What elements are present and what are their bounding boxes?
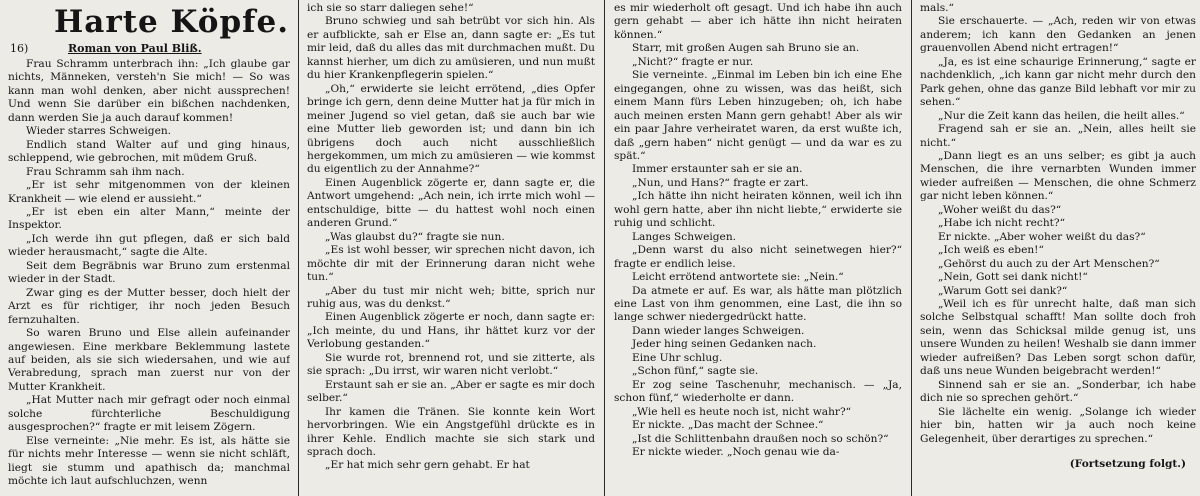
paragraph: Fragend sah er sie an. „Nein, alles heilt sie nicht.“	[920, 123, 1196, 149]
paragraph: Sie verneinte. „Einmal im Leben bin ich eine Ehe eingegangen, ohne zu wissen, was das heißt, sich einem Mann fürs Leben hinzugeben; oh, ich habe auch meinen ersten Mann gern gehabt! Aber als wir ein paar Jahre verheiratet waren, da erst wußte ich, daß „gern haben“ nicht genügt — und da war es zu spät.“	[614, 69, 902, 162]
paragraph: ich sie so starr daliegen sehe!“	[307, 2, 474, 14]
paragraph: Einen Augenblick zögerte er noch, dann sagte er: „Ich meinte, du und Hans, ihr hättet kurz vor der Verlobung gestanden.“	[307, 311, 595, 351]
paragraph: „Was glaubst du?“ fragte sie nun.	[325, 230, 505, 243]
paragraph: mals.“	[920, 2, 954, 14]
paragraph: „Wie hell es heute noch ist, nicht wahr?“	[632, 405, 852, 418]
column-4	[920, 2, 1196, 494]
column-rule	[911, 0, 912, 496]
paragraph: Sie lächelte ein wenig. „Solange ich wieder hier bin, hatten wir ja auch noch keine Gelegenheit, über derartiges zu sprechen.“	[920, 405, 1196, 445]
paragraph: es mir wiederholt oft gesagt. Und ich habe ihn auch gern gehabt — aber ich hätte ihn nicht heiraten können.“	[614, 2, 902, 41]
paragraph: „Aber du tust mir nicht weh; bitte, sprich nur ruhig aus, was du denkst.“	[307, 284, 595, 310]
paragraph: „Dann liegt es an uns selber; es gibt ja auch Menschen, die ihre vernarbten Wunden immer wieder aufreißen — Menschen, die ohne Schmerz gar nicht leben können.“	[920, 149, 1196, 203]
paragraph: Zwar ging es der Mutter besser, doch hielt der Arzt es für richtiger, ihr noch jeden Besuch fernzuhalten.	[8, 286, 290, 326]
column-text	[8, 58, 290, 489]
paragraph: „Gehörst du auch zu der Art Menschen?“	[938, 257, 1160, 270]
paragraph: „Hat Mutter nach mir gefragt oder noch einmal solche fürchterliche Beschuldigung ausgesprochen?“ fragte er mit leisem Zögern.	[8, 394, 290, 434]
paragraph: Frau Schramm unterbrach ihn: „Ich glaube gar nichts, Männeken, versteh'n Sie mich! — So was kann man wohl denken, aber nicht aussprechen! Und wenn Sie darüber ein bißchen nachdenken, dann werden Sie ja auch darauf kommen!	[8, 58, 290, 124]
paragraph: „Warum Gott sei dank?“	[938, 284, 1068, 297]
paragraph: „Nicht?“ fragte er nur.	[632, 55, 754, 68]
paragraph: So waren Bruno und Else allein aufeinander angewiesen. Eine merkbare Beklemmung lastete auf beiden, als sie sich wiedersahen, und wie auf Verabredung, sprach man zuerst nur von der Mutter Krankheit.	[8, 327, 290, 393]
paragraph: Immer erstaunter sah er sie an.	[632, 163, 803, 176]
paragraph: „Habe ich nicht recht?“	[938, 217, 1066, 230]
paragraph: „Schon fünf,“ sagte sie.	[632, 365, 759, 378]
paragraph: „Denn warst du also nicht seinetwegen hier?“ fragte er endlich leise.	[614, 244, 902, 270]
paragraph: Endlich stand Walter auf und ging hinaus, schleppend, wie gebrochen, mit müdem Gruß.	[8, 138, 290, 165]
paragraph: Else verneinte: „Nie mehr. Es ist, als hätte sie für nichts mehr Interesse — wenn sie nicht schläft, liegt sie stumm und apathisch da; manchmal möchte ich laut aufschluchzen, wenn	[8, 434, 290, 488]
paragraph: Erstaunt sah er sie an. „Aber er sagte es mir doch selber.“	[307, 378, 595, 405]
paragraph: Er nickte wieder. „Noch genau wie da-	[632, 445, 840, 458]
paragraph: Er nickte. „Das macht der Schnee.“	[632, 419, 824, 432]
installment-number: 16)	[10, 42, 29, 55]
paragraph: „Ich werde ihn gut pflegen, daß er sich bald wieder herausmacht,“ sagte die Alte.	[8, 232, 290, 259]
paragraph: Sie wurde rot, brennend rot, und sie zitterte, als sie sprach: „Du irrst, wir waren nicht verlobt.“	[307, 351, 595, 378]
paragraph: „Oh,“ erwiderte sie leicht errötend, „dies Opfer bringe ich gern, denn deine Mutter hat ja für mich in meiner Jugend so viel getan, daß sie auch bar wie eine Mutter lieb geworden ist; und dann bin ich übrigens doch auch nicht ausschließlich hergekommen, um mich zu amüsieren — wie kommst du eigentlich zu der Annahme?“	[307, 82, 595, 176]
continuation-note: (Fortsetzung folgt.)	[1069, 457, 1186, 470]
column-1	[8, 2, 290, 494]
paragraph: Wieder starres Schweigen.	[26, 125, 172, 138]
column-rule	[298, 0, 299, 496]
byline-row	[8, 40, 290, 58]
paragraph: Dann wieder langes Schweigen.	[632, 324, 805, 337]
byline: Roman von Paul Bliß.	[68, 42, 202, 55]
paragraph: „Ich hätte ihn nicht heiraten können, weil ich ihn wohl gern hatte, aber ihn nicht liebte,“ erwiderte sie ruhig und schlicht.	[614, 190, 902, 230]
paragraph: Frau Schramm sah ihm nach.	[26, 165, 185, 178]
paragraph: „Ist die Schlittenbahn draußen noch so schön?“	[632, 432, 889, 445]
paragraph: „Woher weißt du das?“	[938, 203, 1062, 216]
column-2	[307, 2, 595, 494]
paragraph: Leicht errötend antwortete sie: „Nein.“	[632, 271, 844, 284]
column-rule	[604, 0, 605, 496]
paragraph: Er nickte. „Aber woher weißt du das?“	[938, 230, 1146, 243]
paragraph: Er zog seine Taschenuhr, mechanisch. — „Ja, schon fünf,“ wiederholte er dann.	[614, 378, 902, 405]
paragraph: „Ich weiß es eben!“	[938, 244, 1044, 257]
column-3	[614, 2, 902, 494]
paragraph: „Nun, und Hans?“ fragte er zart.	[632, 176, 809, 189]
column-text	[920, 2, 1196, 446]
paragraph: „Er ist sehr mitgenommen von der kleinen Krankheit — wie elend er aussieht.“	[8, 179, 290, 205]
column-text	[307, 2, 595, 473]
paragraph: Sie erschauerte. — „Ach, reden wir von etwas anderem; ich kann den Gedanken an jenen grauenvollen Abend nicht ertragen!“	[920, 15, 1196, 55]
paragraph: Starr, mit großen Augen sah Bruno sie an.	[632, 42, 860, 55]
paragraph: „Er hat mich sehr gern gehabt. Er hat	[325, 459, 530, 472]
paragraph: Seit dem Begräbnis war Bruno zum erstenmal wieder in der Stadt.	[8, 259, 290, 286]
paragraph: Ihr kamen die Tränen. Sie konnte kein Wort hervorbringen. Wie ein Angstgefühl drückte es in ihrer Kehle. Endlich machte sie sich stark und sprach doch.	[307, 405, 595, 458]
paragraph: Einen Augenblick zögerte er, dann sagte er, die Antwort umgehend: „Ach nein, ich irrte mich wohl — entschuldige, bitte — du hattest wohl noch einen anderen Grund.“	[307, 176, 595, 230]
paragraph: Sinnend sah er sie an. „Sonderbar, ich habe dich nie so sprechen gehört.“	[920, 378, 1196, 405]
story-title: Harte Köpfe.	[54, 4, 290, 40]
paragraph: „Nein, Gott sei dank nicht!“	[938, 271, 1088, 284]
paragraph: „Es ist wohl besser, wir sprechen nicht davon, ich möchte dir mit der Erinnerung daran nicht wehe tun.“	[307, 244, 595, 284]
paragraph: Eine Uhr schlug.	[632, 351, 723, 364]
paragraph: „Er ist eben ein alter Mann,“ meinte der Inspektor.	[8, 205, 290, 232]
paragraph: „Ja, es ist eine schaurige Erinnerung,“ sagte er nachdenklich, „ich kann gar nicht mehr durch den Park gehen, ohne das ganze Bild lebhaft vor mir zu sehen.“	[920, 55, 1196, 109]
paragraph: Jeder hing seinen Gedanken nach.	[632, 338, 817, 351]
paragraph: Da atmete er auf. Es war, als hätte man plötzlich eine Last von ihm genommen, eine Last, die ihn so lange schwer niedergedrückt hatte.	[614, 284, 902, 324]
paragraph: Bruno schwieg und sah betrübt vor sich hin. Als er aufblickte, sah er Else an, dann sagte er: „Es tut mir leid, daß du alles das mit durchmachen mußt. Du kannst hierher, um dich zu amüsieren, und nun mußt du hier Krankenpflegerin spielen.“	[307, 15, 595, 82]
column-text	[614, 2, 902, 459]
paragraph: „Nur die Zeit kann das heilen, die heilt alles.“	[938, 109, 1185, 122]
paragraph: Langes Schweigen.	[632, 230, 737, 243]
paragraph: „Weil ich es für unrecht halte, daß man sich solche Selbstqual schafft! Man sollte doch froh sein, wenn das Schicksal milde genug ist, uns unsere Wunden zu heilen! Weshalb sie dann immer wieder aufreißen? Das Leben sorgt schon dafür, daß uns neue Wunden beigebracht werden!“	[920, 297, 1196, 378]
